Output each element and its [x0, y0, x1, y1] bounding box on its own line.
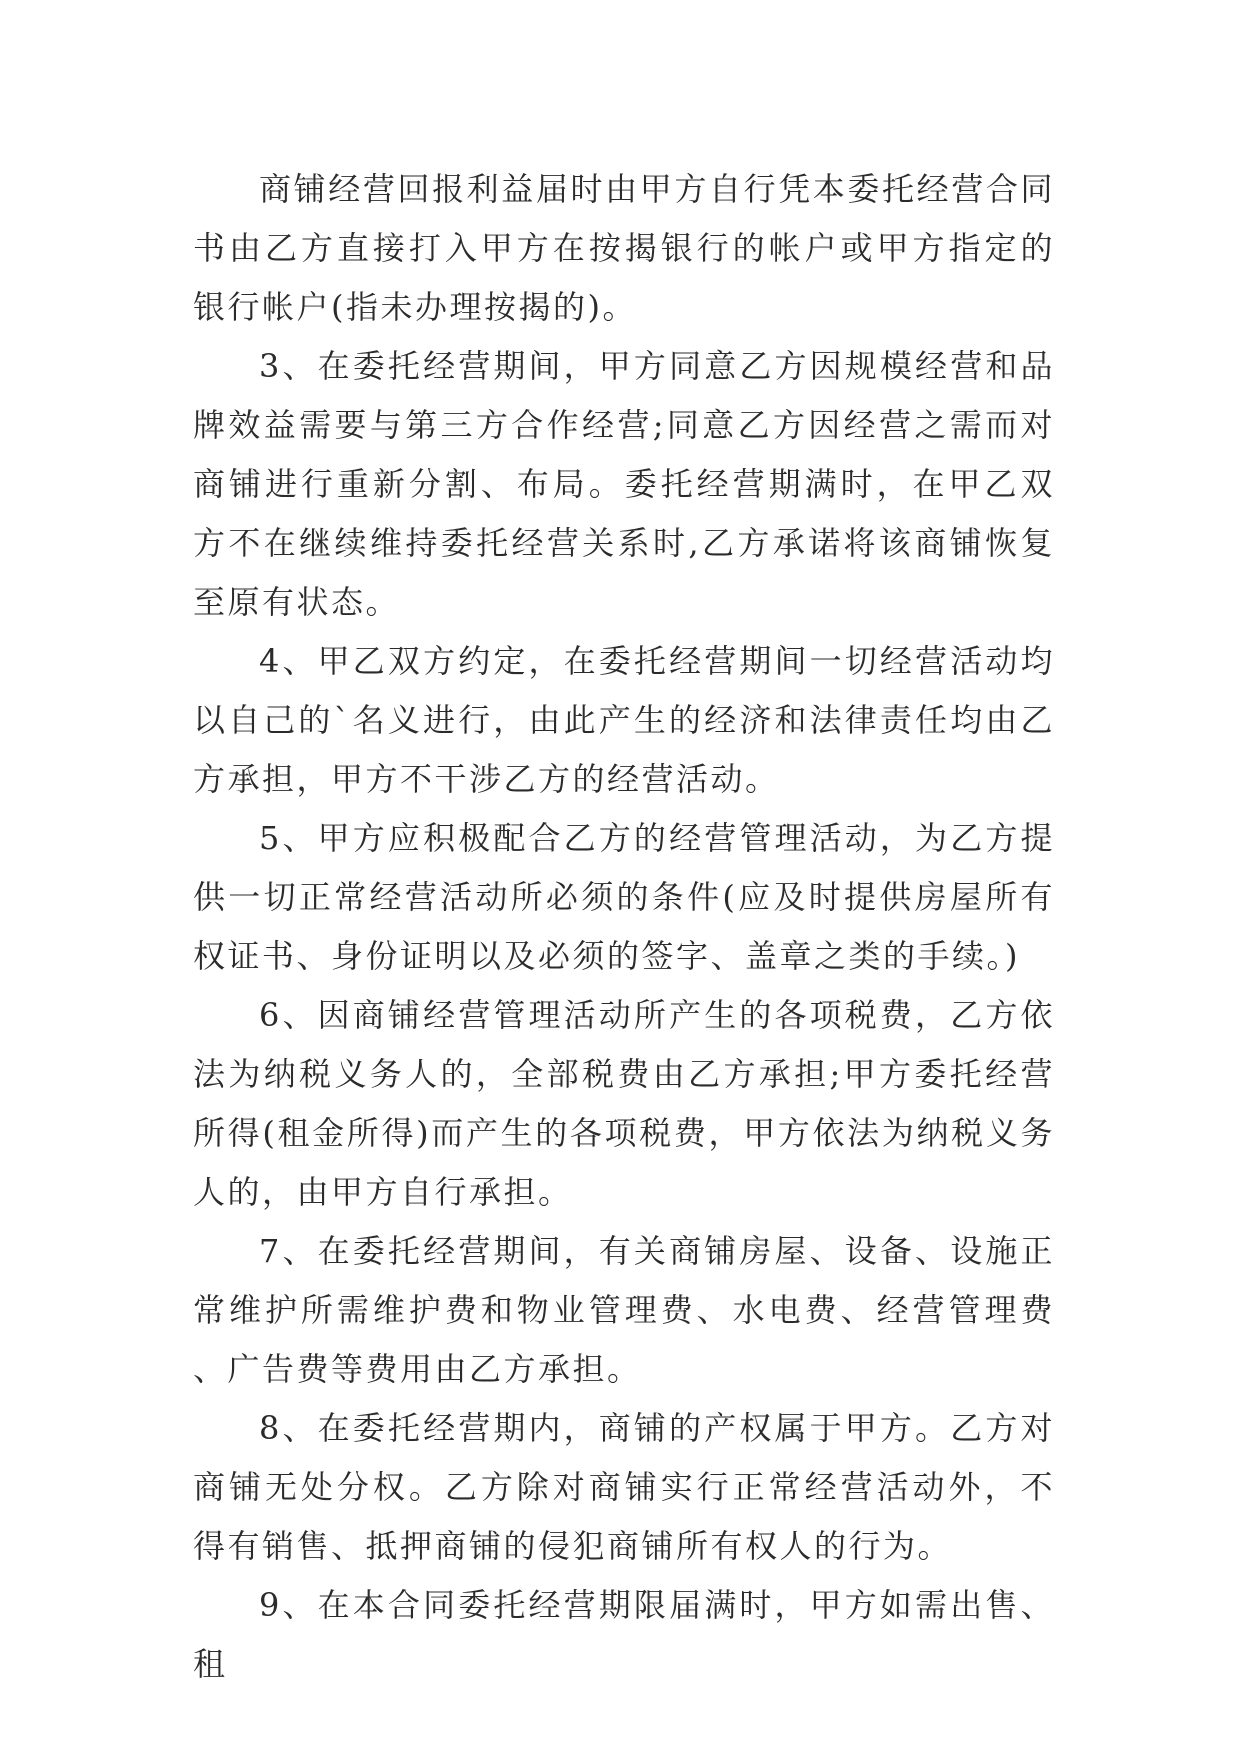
paragraph-clause-3: 3、在委托经营期间，甲方同意乙方因规模经营和品牌效益需要与第三方合作经营;同意乙方因经营之需而对商铺进行重新分割、布局。委托经营期满时，在甲乙双方不在继续维持委托经营关系时,乙方承诺将该商铺恢复至原有状态。 — [193, 347, 1055, 621]
paragraph-clause-7: 7、在委托经营期间，有关商铺房屋、设备、设施正常维护所需维护费和物业管理费、水电费、经营管理费、广告费等费用由乙方承担。 — [193, 1232, 1055, 1388]
paragraph-clause-4: 4、甲乙双方约定，在委托经营期间一切经营活动均以自己的`名义进行，由此产生的经济和法律责任均由乙方承担，甲方不干涉乙方的经营活动。 — [193, 642, 1055, 798]
paragraph-clause-9: 9、在本合同委托经营期限届满时，甲方如需出售、租 — [193, 1586, 1055, 1683]
paragraph-clause-6: 6、因商铺经营管理活动所产生的各项税费，乙方依法为纳税义务人的，全部税费由乙方承担;甲方委托经营所得(租金所得)而产生的各项税费，甲方依法为纳税义务人的，由甲方自行承担。 — [193, 996, 1055, 1211]
paragraph-return-benefits: 商铺经营回报利益届时由甲方自行凭本委托经营合同书由乙方直接打入甲方在按揭银行的帐户或甲方指定的银行帐户(指未办理按揭的)。 — [193, 170, 1055, 326]
paragraph-clause-8: 8、在委托经营期内，商铺的产权属于甲方。乙方对商铺无处分权。乙方除对商铺实行正常经营活动外，不得有销售、抵押商铺的侵犯商铺所有权人的行为。 — [193, 1409, 1055, 1565]
paragraph-clause-5: 5、甲方应积极配合乙方的经营管理活动，为乙方提供一切正常经营活动所必须的条件(应及时提供房屋所有权证书、身份证明以及必须的签字、盖章之类的手续。) — [193, 819, 1055, 975]
document-body — [193, 160, 1055, 1694]
